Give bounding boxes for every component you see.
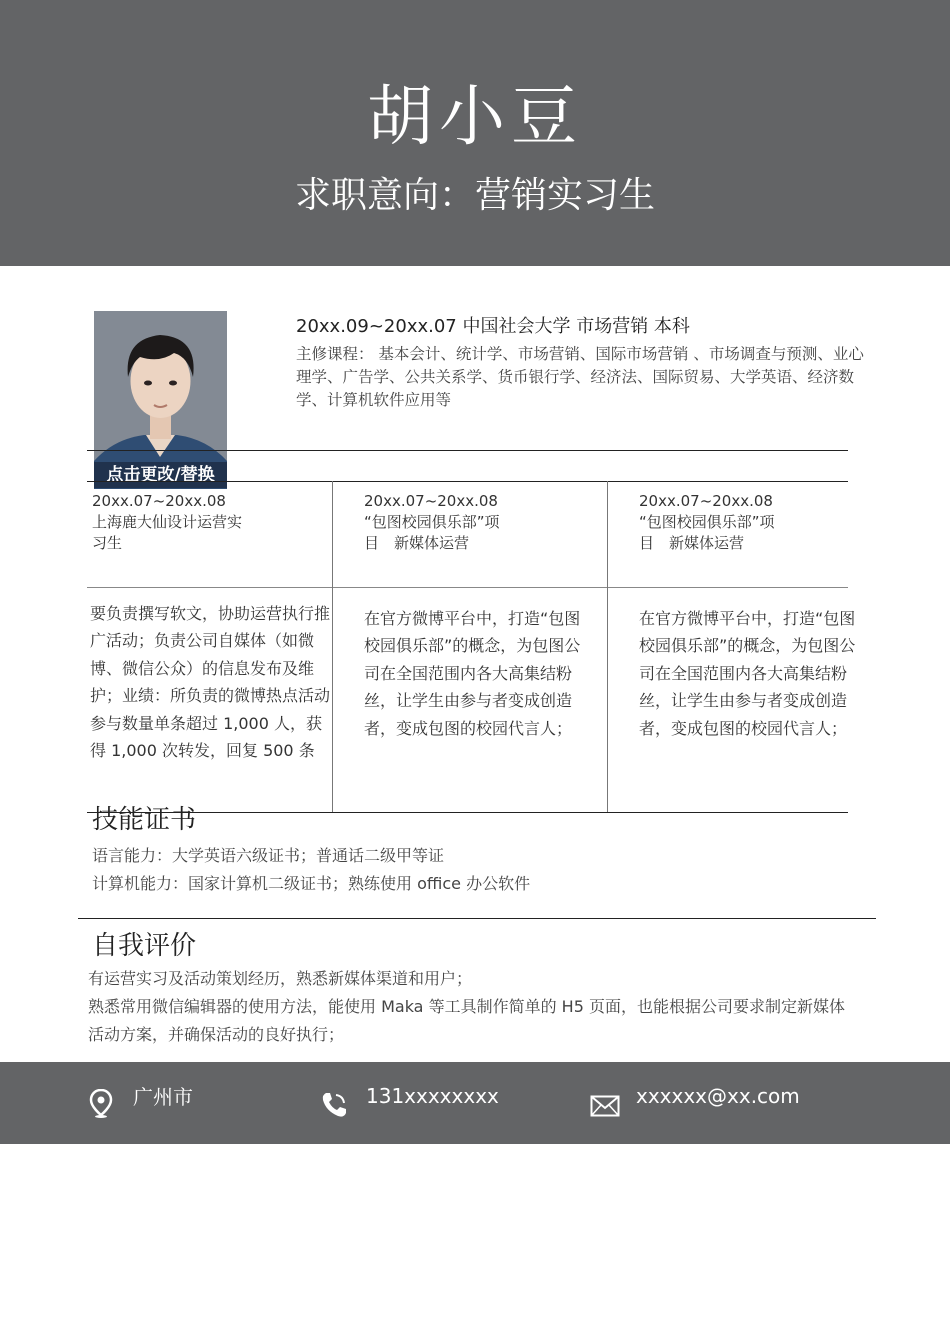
footer-city: 广州市: [133, 1085, 193, 1109]
job-intent: 求职意向：营销实习生: [294, 175, 655, 216]
phone-icon: [320, 1091, 348, 1119]
experience-date: 20xx.07~20xx.08: [92, 492, 226, 510]
column-divider: [332, 481, 333, 812]
footer-phone: 131xxxxxxxx: [366, 1084, 499, 1108]
experience-desc: 在官方微博平台中，打造“包图校园俱乐部”的概念，为包图公司在全国范围内各大高集结粉丝，让学生由参与者变成创造者，变成包图的校园代言人；: [364, 609, 581, 738]
self-eval-list: [88, 965, 858, 1049]
mail-icon: [590, 1095, 620, 1117]
experience-date: 20xx.07~20xx.08: [364, 492, 498, 510]
skill-item: 计算机能力：国家计算机二级证书；熟练使用 office 办公软件: [92, 874, 531, 893]
experience-entry: [639, 491, 784, 554]
change-photo-button[interactable]: 点击更改/替换: [94, 462, 227, 488]
education-courses: 主修课程： 基本会计、统计学、市场营销、国际市场营销 、市场调查与预测、业心理学、广告学、公共关系学、货币银行学、经济法、国际贸易、大学英语、经济数学、计算机软件应用等: [296, 345, 864, 409]
education-summary: 20xx.09~20xx.07 中国社会大学 市场营销 本科: [296, 316, 690, 337]
experience-entry: [92, 491, 252, 554]
divider: [87, 587, 848, 588]
divider: [87, 812, 848, 813]
divider: [78, 918, 876, 919]
experience-desc: 要负责撰写软文，协助运营执行推广活动；负责公司自媒体（如微博、微信公众）的信息发布及维护；业绩：所负责的微博热点活动参与数量单条超过 1,000 人，获得 1,000 次转发，回复 500 条: [90, 604, 331, 761]
self-eval-line: 熟悉常用微信编辑器的使用方法，能使用 Maka 等工具制作简单的 H5 页面，也能根据公司要求制定新媒体活动方案，并确保活动的良好执行；: [88, 997, 845, 1044]
experience-desc: 在官方微博平台中，打造“包图校园俱乐部”的概念，为包图公司在全国范围内各大高集结粉丝，让学生由参与者变成创造者，变成包图的校园代言人；: [639, 609, 856, 738]
skill-item: 语言能力：大学英语六级证书；普通话二级甲等证: [92, 846, 445, 865]
skills-title: 技能证书: [92, 805, 197, 835]
divider: [87, 450, 848, 451]
experience-title: “包图校园俱乐部”项目 新媒体运营: [639, 513, 775, 552]
self-eval-line: 有运营实习及活动策划经历，熟悉新媒体渠道和用户；: [88, 969, 473, 988]
experience-title: 上海鹿大仙设计运营实习生: [92, 513, 243, 552]
experience-entry: [364, 491, 509, 554]
experience-date: 20xx.07~20xx.08: [639, 492, 773, 510]
skills-list: [92, 842, 852, 898]
experience-title: “包图校园俱乐部”项目 新媒体运营: [364, 513, 500, 552]
location-icon: [89, 1089, 113, 1119]
footer-email: xxxxxx@xx.com: [636, 1084, 800, 1108]
divider: [87, 481, 848, 482]
candidate-name: 胡小豆: [367, 78, 583, 155]
self-eval-title: 自我评价: [92, 931, 197, 961]
column-divider: [607, 481, 608, 812]
